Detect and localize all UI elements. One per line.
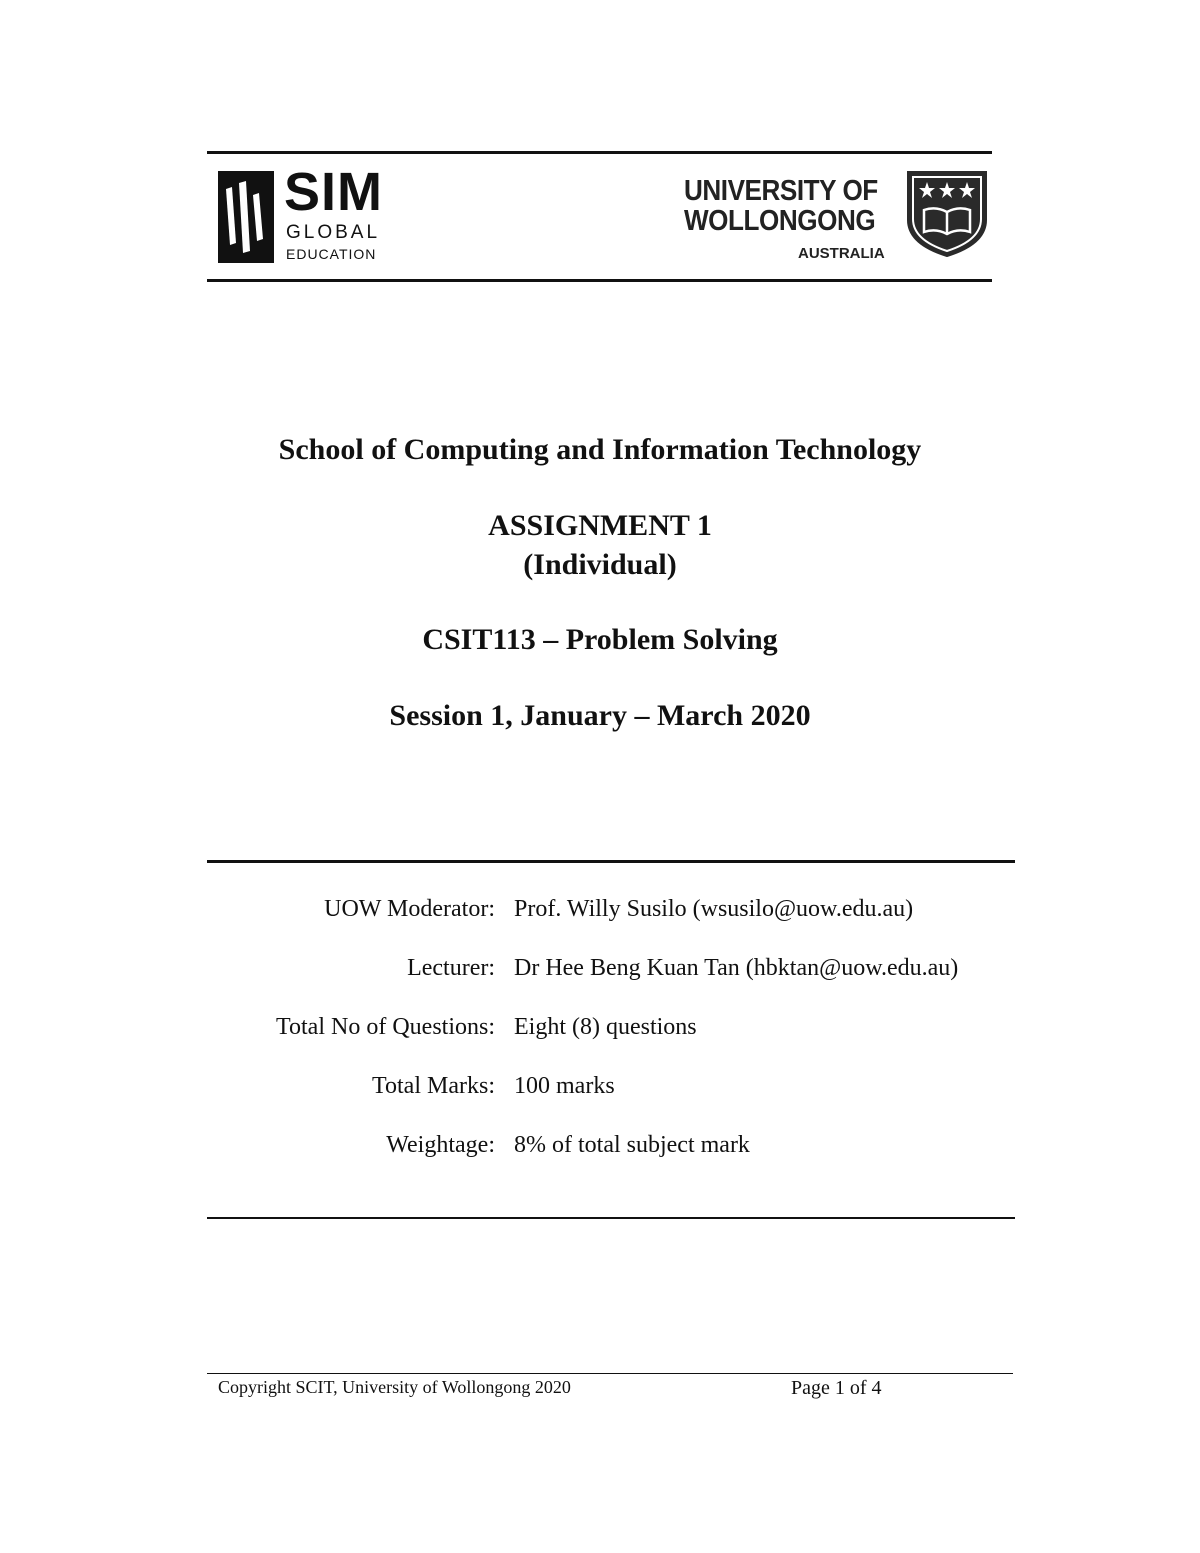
moderator-label: UOW Moderator: [324, 896, 495, 922]
footer-page-number: Page 1 of 4 [791, 1377, 882, 1399]
sim-logo-name: SIM [284, 162, 384, 222]
footer-copyright: Copyright SCIT, University of Wollongong 2020 [218, 1377, 571, 1397]
sim-logo-education: EDUCATION [286, 246, 377, 262]
uow-logo-country: AUSTRALIA [798, 245, 885, 262]
subject-title: CSIT113 – Problem Solving [422, 623, 778, 656]
university-crest-icon [906, 170, 988, 258]
questions-value: Eight (8) questions [514, 1014, 697, 1040]
school-name: School of Computing and Information Technology [278, 433, 922, 466]
header-bottom-rule [207, 279, 992, 282]
sim-logo-global: GLOBAL [286, 222, 381, 243]
assignment-title: ASSIGNMENT 1 [488, 509, 712, 542]
uow-logo-line1: UNIVERSITY OF [684, 175, 878, 207]
info-top-rule [207, 860, 1015, 863]
sim-mark-icon [218, 171, 274, 263]
questions-label: Total No of Questions: [276, 1014, 495, 1040]
session-title: Session 1, January – March 2020 [389, 699, 811, 732]
weightage-label: Weightage: [386, 1132, 495, 1158]
uow-logo-line2: WOLLONGONG [684, 205, 876, 237]
marks-label: Total Marks: [372, 1073, 495, 1099]
info-bottom-rule [207, 1217, 1015, 1219]
weightage-value: 8% of total subject mark [514, 1132, 750, 1158]
lecturer-value: Dr Hee Beng Kuan Tan (hbktan@uow.edu.au) [514, 955, 959, 981]
sim-global-education-logo [218, 162, 388, 266]
marks-value: 100 marks [514, 1073, 615, 1099]
university-of-wollongong-logo [684, 170, 988, 265]
assignment-type: (Individual) [523, 548, 677, 581]
footer-rule [207, 1373, 1013, 1374]
moderator-value: Prof. Willy Susilo (wsusilo@uow.edu.au) [514, 896, 914, 922]
lecturer-label: Lecturer: [407, 955, 495, 981]
header-top-rule [207, 151, 992, 154]
